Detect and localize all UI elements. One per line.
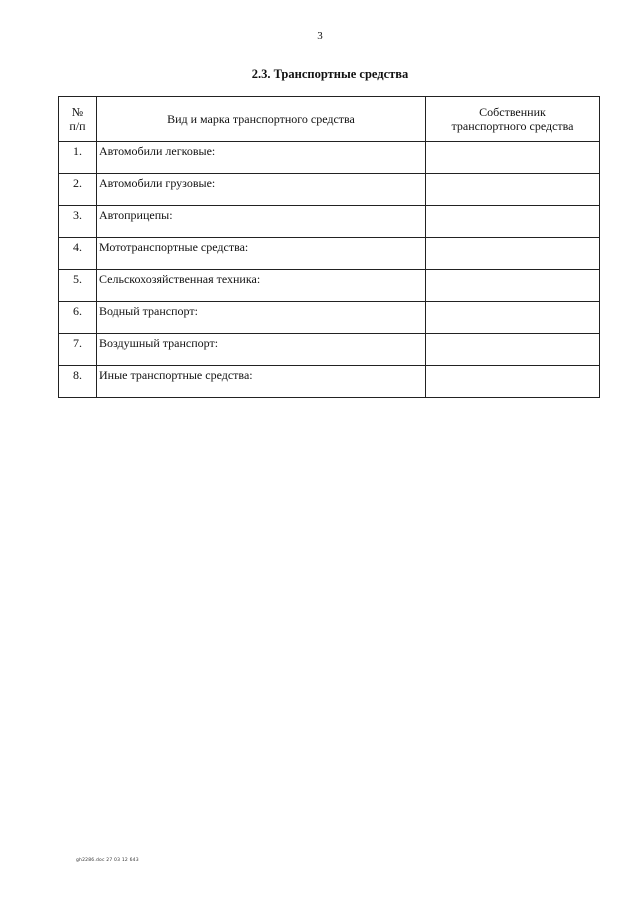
section-title: 2.3. Транспортные средства — [251, 67, 409, 81]
row-owner — [426, 302, 600, 334]
header-owner — [426, 97, 600, 142]
table-row — [59, 366, 600, 398]
page-number: 3 — [317, 30, 323, 42]
footer-file-info: gh2286.doc 27 03 12 643 — [76, 858, 139, 863]
row-vehicle-type: Автомобили грузовые: — [97, 174, 426, 206]
table-row — [59, 270, 600, 302]
header-number — [59, 97, 97, 142]
row-vehicle-type: Мототранспортные средства: — [97, 238, 426, 270]
table-row — [59, 174, 600, 206]
vehicles-table — [58, 96, 600, 398]
header-owner-line2: транспортного средства — [451, 119, 574, 133]
table-row — [59, 334, 600, 366]
row-vehicle-type: Водный транспорт: — [97, 302, 426, 334]
table-row — [59, 238, 600, 270]
header-owner-line1: Собственник — [479, 105, 546, 119]
row-vehicle-type: Воздушный транспорт: — [97, 334, 426, 366]
row-number: 6. — [59, 302, 97, 334]
row-number: 5. — [59, 270, 97, 302]
row-vehicle-type: Автоприцепы: — [97, 206, 426, 238]
row-owner — [426, 334, 600, 366]
header-vehicle-type: Вид и марка транспортного средства — [97, 97, 426, 142]
table-row — [59, 302, 600, 334]
table-header-row — [59, 97, 600, 142]
header-number-line2: п/п — [69, 119, 86, 133]
row-owner — [426, 174, 600, 206]
table-row — [59, 142, 600, 174]
row-number: 8. — [59, 366, 97, 398]
row-owner — [426, 270, 600, 302]
table-row — [59, 206, 600, 238]
row-vehicle-type: Автомобили легковые: — [97, 142, 426, 174]
row-number: 1. — [59, 142, 97, 174]
row-number: 3. — [59, 206, 97, 238]
row-number: 4. — [59, 238, 97, 270]
row-owner — [426, 142, 600, 174]
row-owner — [426, 206, 600, 238]
row-vehicle-type: Сельскохозяйственная техника: — [97, 270, 426, 302]
header-number-line1: № — [71, 105, 84, 119]
row-number: 2. — [59, 174, 97, 206]
row-number: 7. — [59, 334, 97, 366]
row-vehicle-type: Иные транспортные средства: — [97, 366, 426, 398]
row-owner — [426, 366, 600, 398]
row-owner — [426, 238, 600, 270]
